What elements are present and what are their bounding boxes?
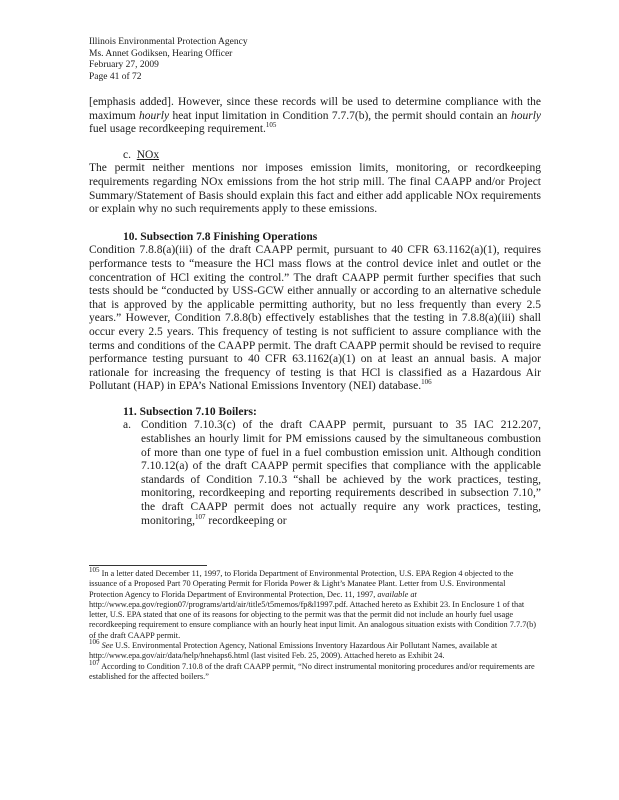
footnotes — [89, 566, 541, 682]
text-span: In a letter dated December 11, 1997, to Florida Department of Environmental Protection, U.S. EPA Region 4 objected to the issuance of a Proposed Part 70 Operating Permit for Florida Power & Light’s Manatee Plant. Letter from U.S. Environmental Protection Agency to Florida Department of Environmental Protection, Dec. 11, 1997, — [89, 569, 514, 599]
text-span: [emphasis added]. However, since these records will be used to determine compliance with the maximum — [89, 96, 541, 122]
text-span: http://www.epa.gov/region07/programs/artd/air/title5/t5memos/fp&l1997.pdf. Attached hereto as Exhibit 23. In Enclosure 1 of that letter, U.S. EPA stated that one of its reasons for objecting to the permit was that the permit did not include an hourly fuel usage recordkeeping requirement to ensure compliance with an hourly heat input limit. An analogous situation exists with Condition 7.7.7(b) of the draft CAAPP permit. — [89, 599, 537, 640]
italic-text: hourly — [510, 109, 541, 122]
header-page-number: Page 41 of 72 — [89, 71, 142, 82]
footnote-number: 107 — [89, 658, 100, 667]
subsection-title: NOx — [136, 148, 160, 161]
section-10-heading: 10. Subsection 7.8 Finishing Operations — [123, 230, 318, 243]
footnote-number: 105 — [89, 566, 100, 575]
text-span: Condition 7.10.3(c) of the draft CAAPP permit, pursuant to 35 IAC 212.207, establishes an hourly limit for PM emissions caused by the simultaneous combustion of more than one type of fuel in a fuel combustion emission unit. Although condition 7.10.12(a) of the draft CAAPP permit specifies that compliance with the applicable standards of Condition 7.10.3 “shall be achieved by the work practices, testing, monitoring, recordkeeping and reporting requirements described in subsection 7.10,” the draft CAAPP permit does not actually require any work practices, testing, monitoring, — [141, 419, 541, 527]
text-span: fuel usage recordkeeping requirement. — [89, 123, 266, 136]
text-span: U.S. Environmental Protection Agency, National Emissions Inventory Hazardous Air Pollutant Names, available at http://www.epa.gov/air/data/help/hnehaps6.html (last visited Feb. 25, 2009). Attached hereto as Exhibit 24. — [89, 641, 498, 661]
footnote-divider — [89, 565, 207, 566]
footnote-number: 106 — [89, 638, 100, 647]
text-span: According to Condition 7.10.8 of the draft CAAPP permit, “No direct instrumental monitoring procedures and/or requirements are established for the affected boilers.” — [89, 661, 535, 681]
letter-header — [89, 37, 248, 83]
subsection-c-heading — [89, 149, 541, 163]
header-agency: Illinois Environmental Protection Agency — [89, 37, 248, 47]
subsection-label: c. — [123, 148, 131, 161]
paragraph-finishing-operations — [89, 244, 541, 394]
footnote-105 — [89, 566, 541, 641]
footnote-107 — [89, 658, 541, 683]
text-span: heat input limitation in Condition 7.7.7(b), the permit should contain an — [169, 109, 511, 122]
paragraph-hourly-fuel — [89, 96, 541, 137]
header-date: February 27, 2009 — [89, 60, 159, 70]
list-item-label: a. — [123, 419, 131, 432]
footnote-ref-107: 107 — [195, 512, 206, 521]
section-11-heading: 11. Subsection 7.10 Boilers: — [123, 405, 257, 418]
text-span: recordkeeping or — [205, 514, 287, 527]
footnote-ref-106: 106 — [421, 378, 432, 387]
footnote-106 — [89, 638, 541, 662]
italic-text: See — [101, 641, 114, 651]
text-span: Condition 7.8.8(a)(iii) of the draft CAAPP permit, pursuant to 40 CFR 63.1162(a)(1), requires performance tests to “measure the HCl mass flows at the control device inlet and outlet or the concentration of HCl exiting the control.” The draft CAAPP permit further specifies that such tests should be “conducted by USS-GCW either annually or according to an alternative schedule that is approved by the applicable permitting authority, but no less frequently than every 2.5 years.” However, Condition 7.8.8(b) effectively establishes that the testing in 7.8.8(a)(iii) shall occur every 2.5 years. This frequency of testing is not sufficient to assure compliance with the terms and conditions of the CAAPP permit. The draft CAAPP permit should be revised to require performance testing pursuant to 40 CFR 63.1162(a)(1) on at least an annual basis. A major rationale for increasing the frequency of testing is that HCl is classified as a Hazardous Air Pollutant (HAP) in EPA’s National Emissions Inventory (NEI) database. — [89, 244, 541, 393]
footnote-ref-105: 105 — [265, 121, 277, 130]
header-recipient: Ms. Annet Godiksen, Hearing Officer — [89, 48, 233, 59]
document-body — [89, 96, 541, 528]
italic-text: hourly — [139, 109, 170, 122]
italic-text: available at — [377, 589, 417, 599]
paragraph-nox: The permit neither mentions nor imposes emission limits, monitoring, or recordkeeping requirements regarding NOx emissions from the hot strip mill. The final CAAPP and/or Project Summary/Statement of Basis should explain this fact and either add applicable NOx requirements or explain why no such requirements apply to these emissions. — [89, 162, 541, 216]
list-item-a — [89, 419, 541, 528]
